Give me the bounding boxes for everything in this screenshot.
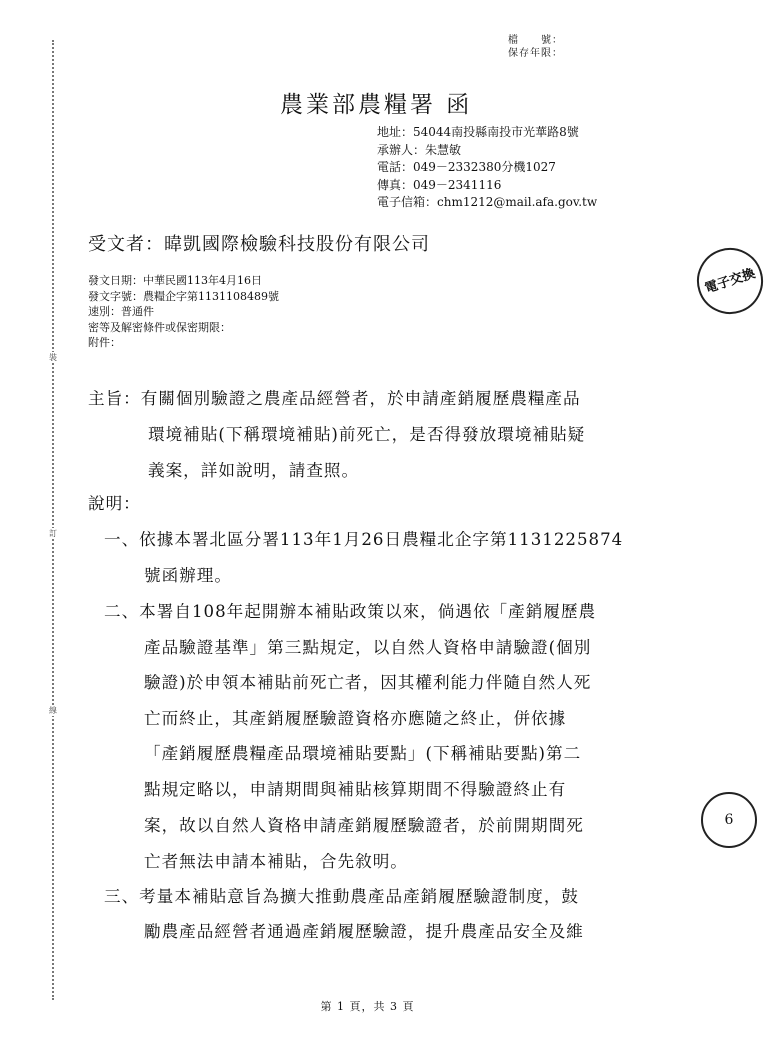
contact-handler: 承辦人：朱慧敏 bbox=[377, 142, 462, 157]
file-number-block bbox=[508, 34, 563, 60]
contact-email: 電子信箱：chm1212@mail.afa.gov.tw bbox=[377, 195, 598, 209]
recipient: 受文者：暐凱國際檢驗科技股份有限公司 bbox=[88, 234, 430, 255]
contact-address: 地址：54044南投縣南投市光華路8號 bbox=[377, 125, 579, 139]
subject-line-1: 主旨：有關個別驗證之農產品經營者，於申請產銷履歷農糧產品 bbox=[88, 389, 581, 408]
meta-secrecy: 密等及解密條件或保密期限： bbox=[88, 320, 231, 334]
explanation-label: 說明： bbox=[88, 494, 141, 513]
subject-line-3: 義案，詳如說明，請查照。 bbox=[148, 461, 360, 480]
item-2-line-3: 驗證)於申領本補貼前死亡者，因其權利能力伴隨自然人死 bbox=[144, 673, 592, 692]
subject-line-2: 環境補貼(下稱環境補貼)前死亡，是否得發放環境補貼疑 bbox=[148, 425, 586, 444]
item-2-line-5: 「產銷履歷農糧產品環境補貼要點」(下稱補貼要點)第二 bbox=[144, 744, 582, 763]
binding-mark-zhuang: 裝 bbox=[46, 352, 60, 363]
item-3-line-2: 勵農產品經營者通過產銷履歷驗證，提升農產品安全及維 bbox=[144, 922, 584, 941]
contact-fax: 傳真：049－2341116 bbox=[377, 177, 502, 192]
binding-mark-xian: 線 bbox=[46, 705, 60, 716]
meta-block bbox=[88, 273, 279, 351]
contact-phone: 電話：049－2332380分機1027 bbox=[377, 160, 556, 174]
page-seal-icon: 6 bbox=[701, 792, 757, 848]
meta-speed: 速別：普通件 bbox=[88, 305, 154, 318]
item-2-line-6: 點規定略以，申請期間與補貼核算期間不得驗證終止有 bbox=[144, 780, 567, 799]
item-2-line-4: 亡而終止，其產銷履歷驗證資格亦應隨之終止，併依據 bbox=[144, 709, 567, 728]
meta-date: 發文日期：中華民國113年4月16日 bbox=[88, 274, 262, 287]
file-number-label: 檔 號： bbox=[508, 35, 563, 46]
meta-attachment: 附件： bbox=[88, 336, 121, 349]
page-footer: 第 1 頁，共 3 頁 bbox=[320, 1000, 415, 1013]
item-3-line-1: 三、考量本補貼意旨為擴大推動農產品產銷履歷驗證制度，鼓 bbox=[104, 887, 580, 906]
item-2-line-7: 案，故以自然人資格申請產銷履歷驗證者，於前開期間死 bbox=[144, 816, 584, 835]
binding-mark-ding: 訂 bbox=[46, 528, 60, 539]
contact-block bbox=[377, 124, 597, 212]
retention-label: 保存年限： bbox=[508, 48, 563, 59]
item-1-line-1: 一、依據本署北區分署113年1月26日農糧北企字第1131225874 bbox=[104, 530, 624, 549]
item-2-line-2: 產品驗證基準」第三點規定，以自然人資格申請驗證(個別 bbox=[144, 638, 592, 657]
document-title: 農業部農糧署 函 bbox=[280, 92, 473, 118]
item-2-line-1: 二、本署自108年起開辦本補貼政策以來，倘遇依「產銷履歷農 bbox=[104, 602, 597, 621]
item-2-line-8: 亡者無法申請本補貼，合先敘明。 bbox=[144, 852, 408, 871]
item-1-line-2: 號函辦理。 bbox=[144, 566, 232, 585]
binding-line bbox=[52, 40, 54, 1000]
electronic-exchange-seal-icon: 電子交換 bbox=[688, 239, 771, 322]
meta-ref-no: 發文字號：農糧企字第1131108489號 bbox=[88, 289, 279, 303]
